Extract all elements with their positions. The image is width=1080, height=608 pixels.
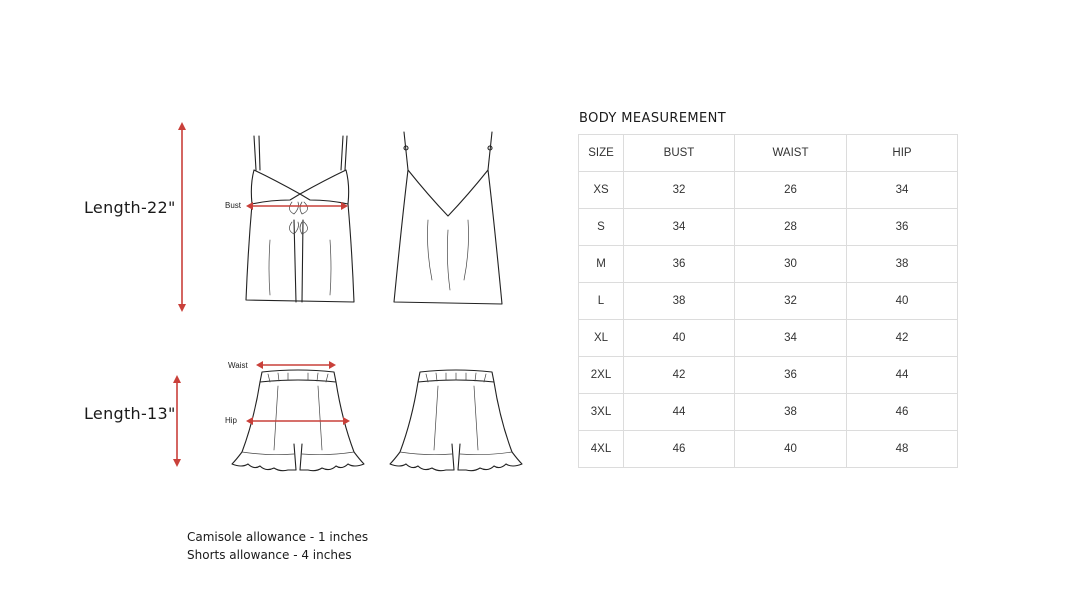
camisole-front-sketch: [240, 130, 360, 310]
cell-size: 2XL: [579, 357, 624, 394]
cell-bust: 34: [624, 209, 735, 246]
shorts-front-sketch: [228, 360, 368, 480]
table-title: BODY MEASUREMENT: [579, 111, 727, 126]
cell-bust: 36: [624, 246, 735, 283]
table-row: [579, 357, 958, 394]
cell-hip: 38: [847, 246, 958, 283]
table-row: [579, 209, 958, 246]
camisole-length-arrow-icon: [176, 122, 188, 312]
table-header-row: [579, 135, 958, 172]
allowance-notes: [187, 528, 368, 564]
cell-hip: 42: [847, 320, 958, 357]
shorts-allowance-note: Shorts allowance - 4 inches: [187, 548, 352, 562]
waist-label: Waist: [228, 361, 248, 370]
table-row: [579, 246, 958, 283]
cell-size: M: [579, 246, 624, 283]
shorts-length-label: Length-13": [84, 404, 176, 423]
camisole-back-sketch: [388, 130, 508, 310]
shorts-back-sketch: [386, 360, 526, 480]
body-measurement-table: [578, 134, 958, 468]
cell-waist: 34: [735, 320, 847, 357]
hip-label: Hip: [225, 416, 238, 425]
cell-size: S: [579, 209, 624, 246]
table-row: [579, 172, 958, 209]
cell-waist: 30: [735, 246, 847, 283]
bust-label: Bust: [225, 201, 242, 210]
cell-waist: 40: [735, 431, 847, 468]
cell-bust: 42: [624, 357, 735, 394]
header-hip: HIP: [847, 135, 958, 172]
header-size: SIZE: [579, 135, 624, 172]
cell-hip: 46: [847, 394, 958, 431]
cell-waist: 32: [735, 283, 847, 320]
table-row: [579, 320, 958, 357]
cell-size: 4XL: [579, 431, 624, 468]
table-row: [579, 283, 958, 320]
cell-size: L: [579, 283, 624, 320]
cell-waist: 28: [735, 209, 847, 246]
camisole-allowance-note: Camisole allowance - 1 inches: [187, 530, 369, 544]
cell-bust: 40: [624, 320, 735, 357]
cell-waist: 36: [735, 357, 847, 394]
table-row: [579, 431, 958, 468]
cell-size: XL: [579, 320, 624, 357]
cell-bust: 32: [624, 172, 735, 209]
cell-hip: 36: [847, 209, 958, 246]
cell-hip: 48: [847, 431, 958, 468]
cell-bust: 38: [624, 283, 735, 320]
camisole-length-label: Length-22": [84, 198, 176, 217]
header-waist: WAIST: [735, 135, 847, 172]
cell-bust: 46: [624, 431, 735, 468]
cell-hip: 44: [847, 357, 958, 394]
cell-hip: 40: [847, 283, 958, 320]
table-row: [579, 394, 958, 431]
cell-bust: 44: [624, 394, 735, 431]
cell-waist: 26: [735, 172, 847, 209]
cell-size: 3XL: [579, 394, 624, 431]
cell-hip: 34: [847, 172, 958, 209]
header-bust: BUST: [624, 135, 735, 172]
cell-size: XS: [579, 172, 624, 209]
cell-waist: 38: [735, 394, 847, 431]
